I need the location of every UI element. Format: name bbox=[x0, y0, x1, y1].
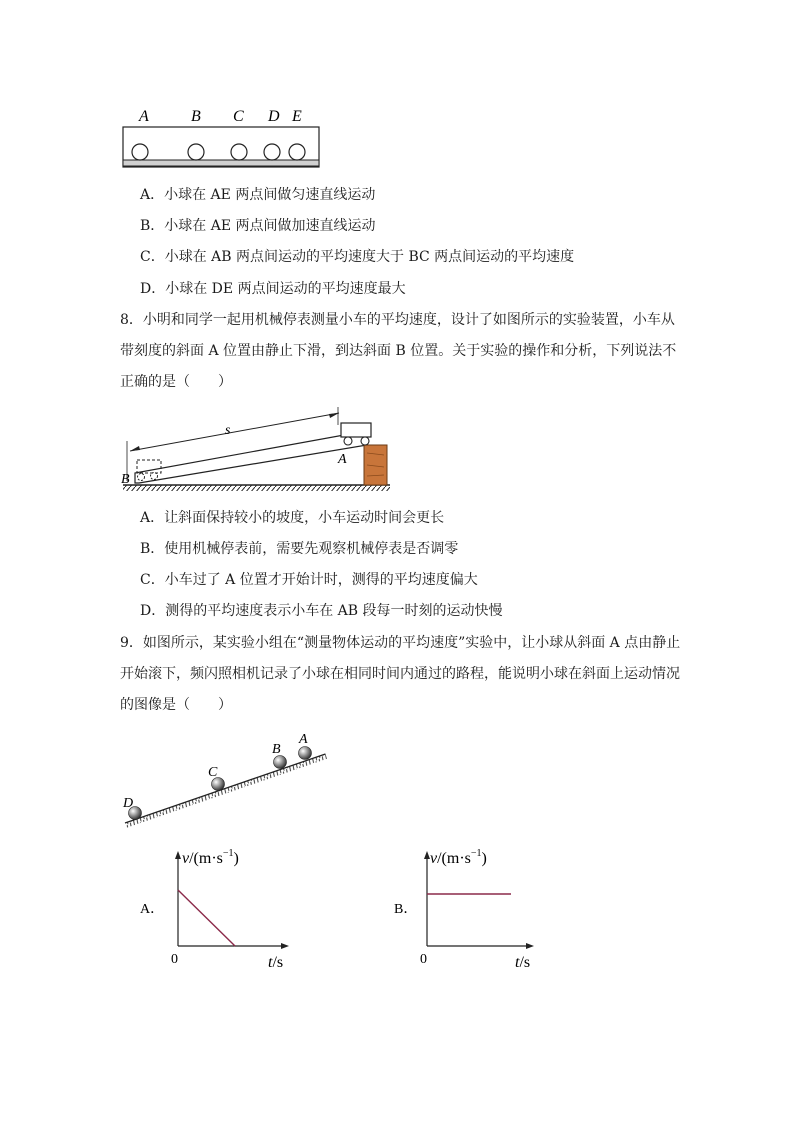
ball-b-pos bbox=[274, 756, 287, 769]
ball-a bbox=[132, 144, 148, 160]
label-e: E bbox=[292, 108, 302, 125]
label-c-ball: C bbox=[208, 765, 218, 780]
q8-option-d: D．测得的平均速度表示小车在 AB 段每一时刻的运动快慢 bbox=[140, 603, 503, 619]
ground-hatch bbox=[123, 485, 390, 491]
ball-e bbox=[289, 144, 305, 160]
q9-stem-line-3: 的图像是（ ） bbox=[120, 697, 232, 713]
graph-a-series-line bbox=[178, 890, 235, 946]
q8-stem-line-3: 正确的是（ ） bbox=[120, 374, 232, 390]
ball-b bbox=[188, 144, 204, 160]
q8-option-c: C．小车过了 A 位置才开始计时，测得的平均速度偏大 bbox=[140, 572, 478, 588]
label-d-ball: D bbox=[123, 796, 134, 811]
ball-positions-figure bbox=[115, 100, 330, 175]
label-a: A bbox=[139, 108, 149, 125]
q8-stem-line-2: 带刻度的斜面 A 位置由静止下滑，到达斜面 B 位置。关于实验的操作和分析，下列说法不 bbox=[120, 343, 677, 359]
q7-option-b: B．小球在 AE 两点间做加速直线运动 bbox=[140, 218, 376, 234]
label-b-point: B bbox=[121, 472, 130, 487]
ball-c bbox=[231, 144, 247, 160]
graph-a-origin: 0 bbox=[171, 952, 178, 967]
graph-b-ylabel: $v/(m\cdot s^{-1})$ bbox=[430, 848, 487, 867]
label-a-point: A bbox=[338, 452, 347, 467]
graph-b-xlabel: t/s bbox=[515, 954, 531, 971]
label-d: D bbox=[268, 108, 280, 125]
q7-option-a: A．小球在 AE 两点间做匀速直线运动 bbox=[140, 187, 376, 203]
q8-option-a: A．让斜面保持较小的坡度，小车运动时间会更长 bbox=[140, 510, 445, 526]
label-s: s bbox=[225, 423, 231, 438]
incline-cart-figure bbox=[115, 403, 400, 498]
ball-d bbox=[264, 144, 280, 160]
graph-a-ylabel: $v/(m\cdot s^{-1})$ bbox=[182, 848, 239, 867]
graph-b-origin: 0 bbox=[420, 952, 427, 967]
q7-option-c: C．小球在 AB 两点间运动的平均速度大于 BC 两点间运动的平均速度 bbox=[140, 249, 575, 265]
graph-option-b bbox=[380, 843, 560, 973]
incline-hatch bbox=[125, 754, 327, 828]
graph-b-option-label: B． bbox=[394, 902, 418, 917]
q7-option-d: D．小球在 DE 两点间运动的平均速度最大 bbox=[140, 281, 406, 297]
label-b-ball: B bbox=[272, 742, 281, 757]
incline-balls-figure bbox=[115, 728, 330, 838]
incline-board bbox=[135, 433, 367, 483]
label-a-ball: A bbox=[299, 732, 308, 747]
q9-stem-line-2: 开始滚下，频闪照相机记录了小球在相同时间内通过的路程，能说明小球在斜面上运动情况 bbox=[120, 666, 680, 682]
label-c: C bbox=[233, 108, 244, 125]
graph-a-option-label: A． bbox=[140, 902, 165, 917]
q9-stem-line-1: 9．如图所示，某实验小组在“测量物体运动的平均速度”实验中，让小球从斜面 A 点由静止 bbox=[120, 635, 681, 651]
ball-a-pos bbox=[299, 747, 312, 760]
q8-stem-line-1: 8．小明和同学一起用机械停表测量小车的平均速度，设计了如图所示的实验装置，小车从 bbox=[120, 312, 675, 328]
graph-option-a bbox=[130, 843, 310, 973]
graph-a-xlabel: t/s bbox=[268, 954, 284, 971]
label-b: B bbox=[191, 108, 201, 125]
q8-option-b: B．使用机械停表前，需要先观察机械停表是否调零 bbox=[140, 541, 459, 557]
track-base bbox=[123, 160, 319, 166]
